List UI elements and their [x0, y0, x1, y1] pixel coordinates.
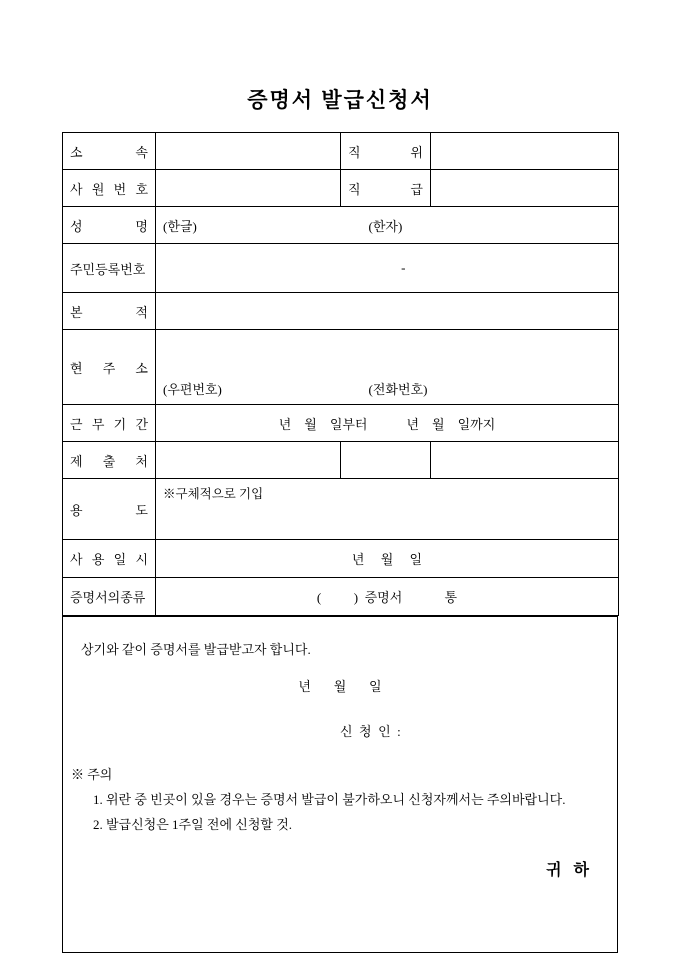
- phone-number-hint: (전화번호): [368, 382, 428, 397]
- purpose-label: 용 도: [63, 479, 156, 540]
- position-label: 직 위: [341, 133, 431, 170]
- page-title: 증명서 발급신청서: [247, 88, 433, 112]
- affiliation-input[interactable]: [156, 133, 341, 170]
- table-row: [63, 578, 619, 616]
- use-date-input[interactable]: 년 월 일: [156, 540, 619, 578]
- domicile-label: 본 적: [63, 293, 156, 330]
- work-period-input[interactable]: 년 월 일부터 년 월 일까지: [156, 405, 619, 442]
- submit-to-input-2[interactable]: [341, 442, 431, 479]
- affiliation-label: 소 속: [63, 133, 156, 170]
- notice-title: ※ 주의: [71, 767, 113, 782]
- employee-no-label: 사 원 번 호: [63, 170, 156, 207]
- table-row: [63, 540, 619, 578]
- cert-type-input[interactable]: ( ) 증명서 통: [156, 578, 619, 616]
- table-row: [63, 207, 619, 244]
- application-table: [62, 132, 619, 616]
- resident-no-input[interactable]: [156, 244, 619, 293]
- work-period-label: 근 무 기 간: [63, 405, 156, 442]
- notice-item: 1. 위란 중 빈곳이 있을 경우는 증명서 발급이 불가하오니 신청자께서는 주의바랍니다.: [93, 792, 566, 807]
- domicile-input[interactable]: [156, 293, 619, 330]
- declaration-statement: 상기와 같이 증명서를 발급받고자 합니다.: [81, 642, 311, 657]
- purpose-input[interactable]: [156, 479, 619, 540]
- submit-to-input-1[interactable]: [156, 442, 341, 479]
- table-row: [63, 405, 619, 442]
- table-row: [63, 133, 619, 170]
- recipient-label: 귀 하: [546, 862, 593, 879]
- table-row: [63, 442, 619, 479]
- address-label: 현 주 소: [63, 330, 156, 405]
- name-hangul-hint: (한글): [163, 218, 197, 234]
- submit-to-label: 제 출 처: [63, 442, 156, 479]
- address-input[interactable]: [156, 330, 619, 405]
- table-row: [63, 479, 619, 540]
- submit-to-input-3[interactable]: [431, 442, 619, 479]
- cert-type-label: 증명서의종류: [63, 578, 156, 616]
- table-row: [63, 330, 619, 405]
- applicant-label: 신 청 인 :: [340, 724, 401, 739]
- postal-code-hint: (우편번호): [163, 382, 222, 397]
- use-date-label: 사 용 일 시: [63, 540, 156, 578]
- table-row: [63, 170, 619, 207]
- signature-date-line: 년 월 일: [298, 679, 382, 694]
- notice-item: 2. 발급신청은 1주일 전에 신청할 것.: [93, 817, 293, 832]
- name-hanja-hint: (한자): [368, 218, 403, 234]
- name-input[interactable]: [156, 207, 619, 244]
- name-label: 성 명: [63, 207, 156, 244]
- purpose-hint: ※구체적으로 기입: [163, 487, 264, 501]
- rank-label: 직 급: [341, 170, 431, 207]
- position-input[interactable]: [431, 133, 619, 170]
- table-row: [63, 244, 619, 293]
- rank-input[interactable]: [431, 170, 619, 207]
- resident-no-separator: -: [401, 260, 406, 275]
- table-row: [63, 293, 619, 330]
- declaration-section: [62, 616, 618, 953]
- employee-no-input[interactable]: [156, 170, 341, 207]
- resident-no-label: 주민등록번호: [63, 244, 156, 293]
